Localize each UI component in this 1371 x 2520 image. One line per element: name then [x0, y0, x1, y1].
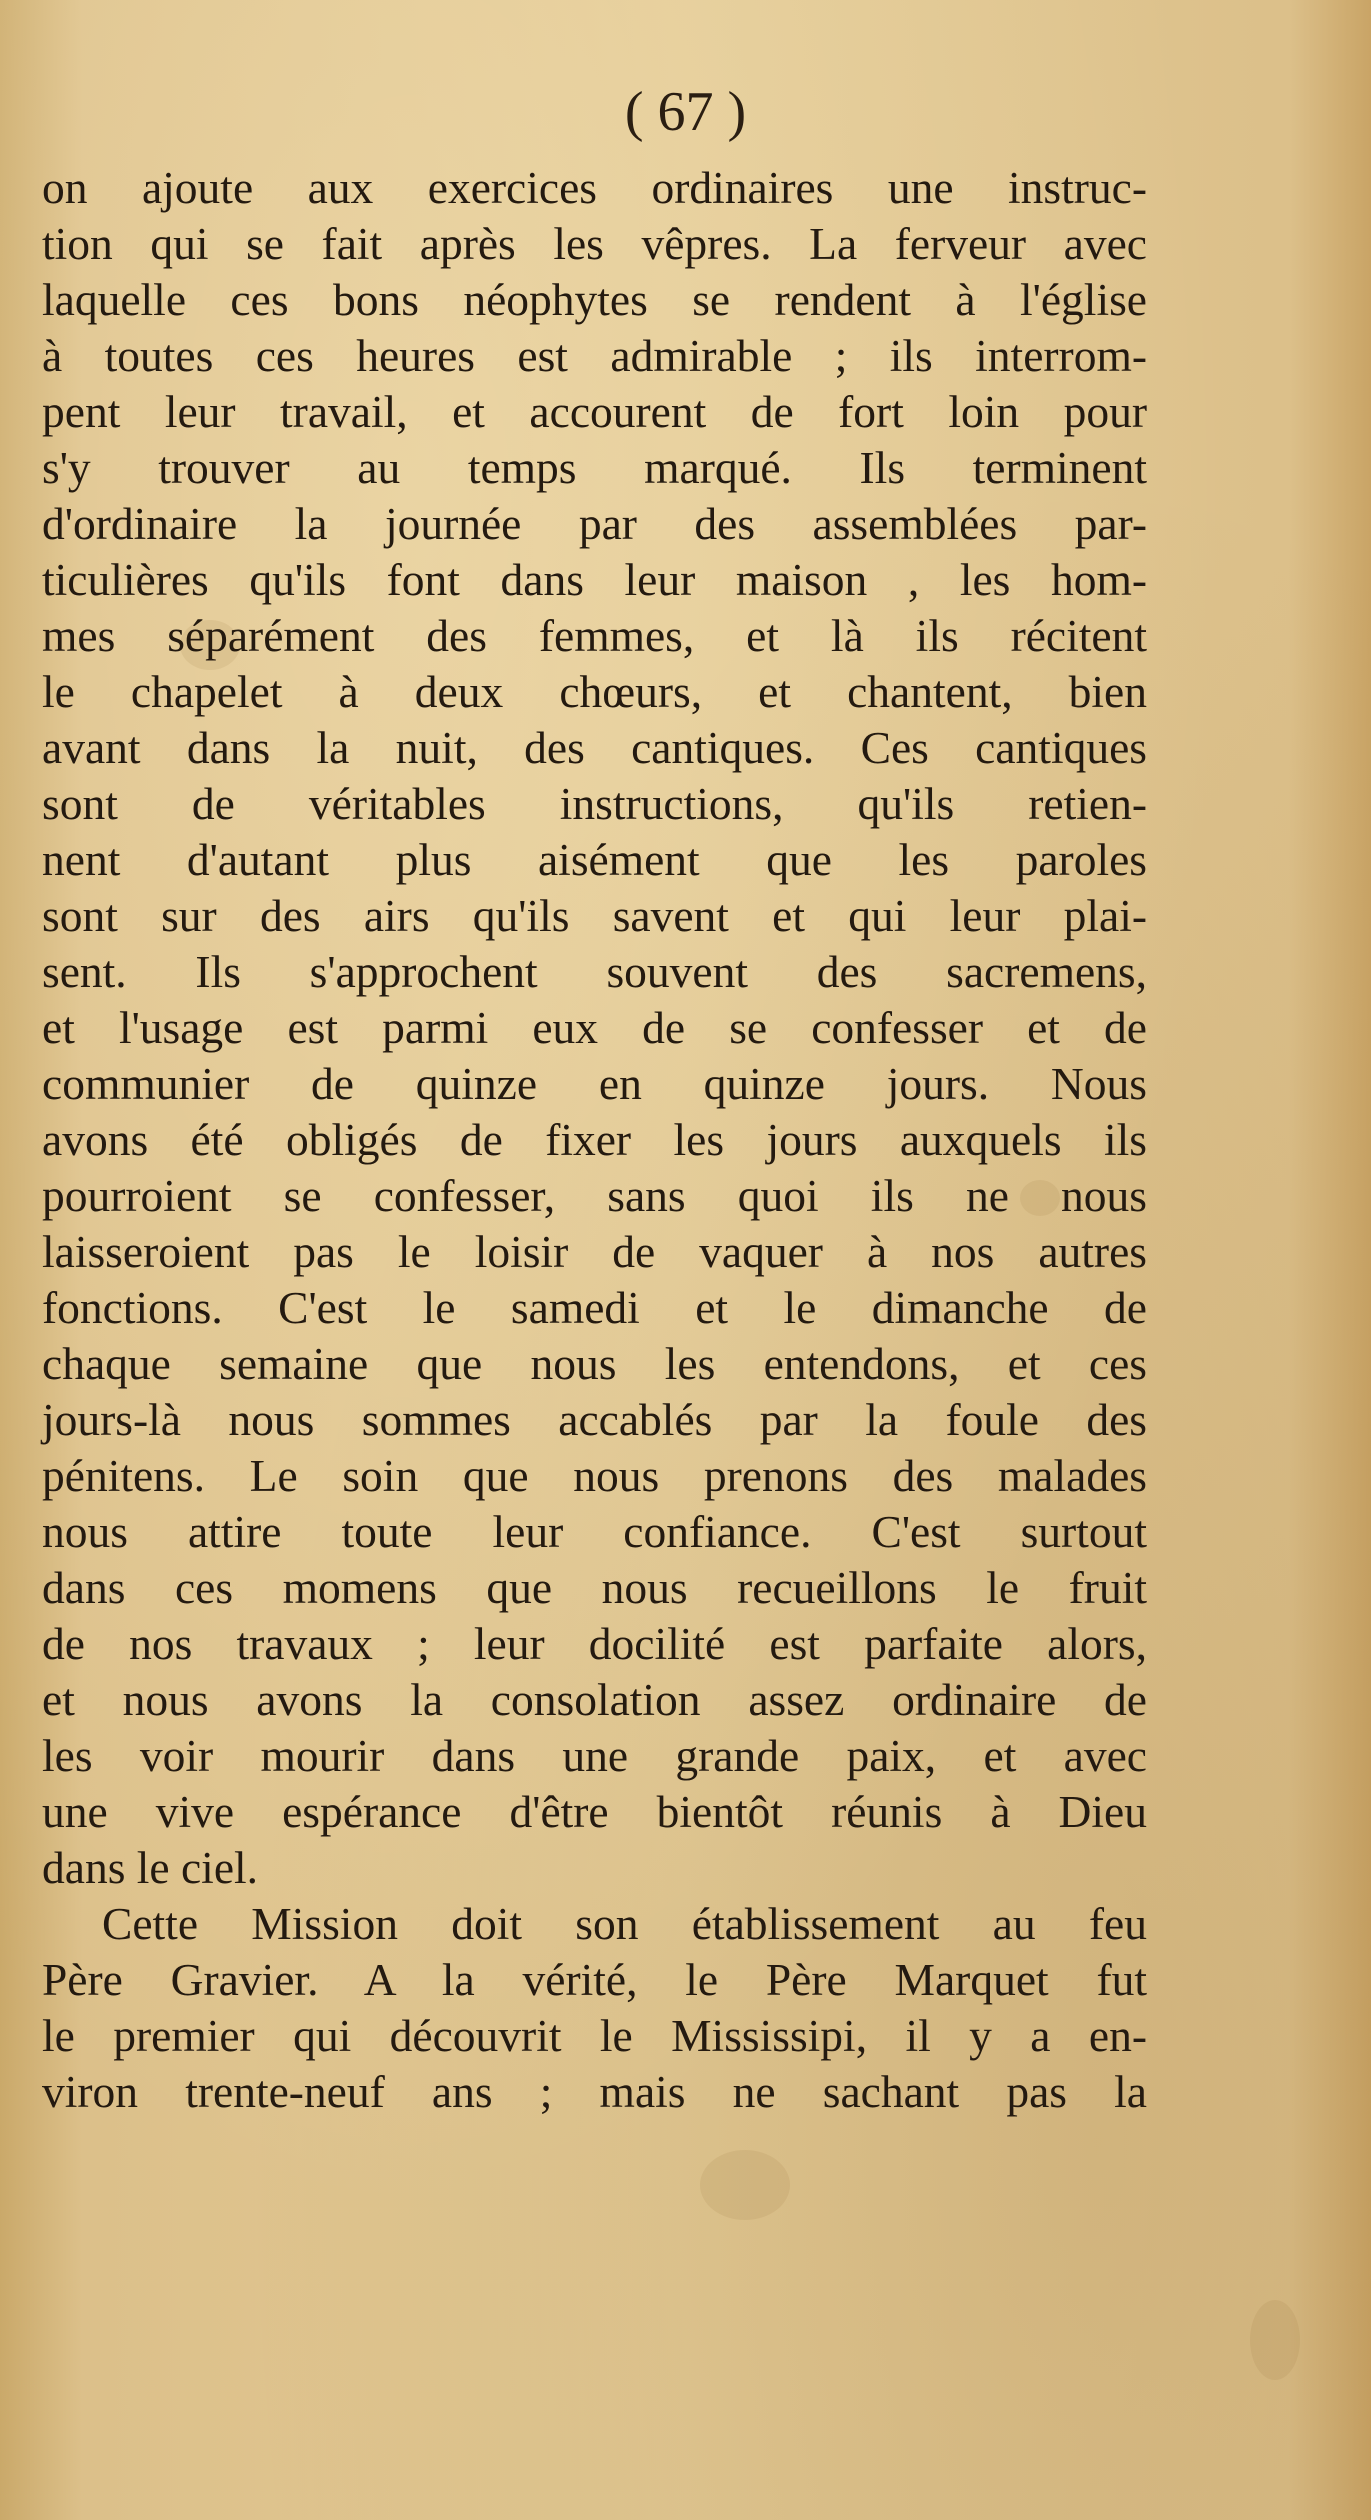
body-text	[42, 160, 1147, 2120]
text-line: et nous avons la consolation assez ordinaire de	[42, 1674, 1147, 1725]
text-line: dans ces momens que nous recueillons le fruit	[42, 1562, 1147, 1613]
text-line: pent leur travail, et accourent de fort loin pour	[42, 386, 1147, 437]
paper-stain	[700, 2150, 790, 2220]
text-line: communier de quinze en quinze jours. Nous	[42, 1058, 1147, 1109]
text-line: à toutes ces heures est admirable ; ils interrom-	[42, 330, 1147, 381]
text-line: avant dans la nuit, des cantiques. Ces cantiques	[42, 722, 1147, 773]
text-line: le premier qui découvrit le Mississipi, il y a en-	[42, 2010, 1147, 2061]
text-line: sont de véritables instructions, qu'ils retien-	[42, 778, 1147, 829]
text-line: sent. Ils s'approchent souvent des sacremens,	[42, 946, 1147, 997]
text-line: pourroient se confesser, sans quoi ils ne nous	[42, 1170, 1147, 1221]
text-line: et l'usage est parmi eux de se confesser et de	[42, 1002, 1147, 1053]
text-line: nent d'autant plus aisément que les paroles	[42, 834, 1147, 885]
text-line: les voir mourir dans une grande paix, et avec	[42, 1730, 1147, 1781]
text-line: mes séparément des femmes, et là ils récitent	[42, 610, 1147, 661]
text-line: on ajoute aux exercices ordinaires une instruc-	[42, 162, 1147, 213]
text-line: sont sur des airs qu'ils savent et qui leur plai-	[42, 890, 1147, 941]
paper-stain	[1250, 2300, 1300, 2380]
text-line: le chapelet à deux chœurs, et chantent, bien	[42, 666, 1147, 717]
text-line: tion qui se fait après les vêpres. La ferveur avec	[42, 218, 1147, 269]
text-line: fonctions. C'est le samedi et le dimanche de	[42, 1282, 1147, 1333]
text-line-paragraph-end: dans le ciel.	[42, 1842, 259, 1893]
text-line: s'y trouver au temps marqué. Ils terminent	[42, 442, 1147, 493]
text-line: viron trente-neuf ans ; mais ne sachant pas la	[42, 2066, 1147, 2117]
page-number: ( 67 )	[624, 81, 747, 143]
text-line-paragraph-start: Cette Mission doit son établissement au feu	[102, 1898, 1147, 1949]
text-line: nous attire toute leur confiance. C'est surtout	[42, 1506, 1147, 1557]
text-line: avons été obligés de fixer les jours auxquels ils	[42, 1114, 1147, 1165]
text-line: d'ordinaire la journée par des assemblées par-	[42, 498, 1147, 549]
text-line: laquelle ces bons néophytes se rendent à l'église	[42, 274, 1147, 325]
text-line: Père Gravier. A la vérité, le Père Marquet fut	[42, 1954, 1147, 2005]
text-line: de nos travaux ; leur docilité est parfaite alors,	[42, 1618, 1147, 1669]
text-line: laisseroient pas le loisir de vaquer à nos autres	[42, 1226, 1147, 1277]
text-line: chaque semaine que nous les entendons, et ces	[42, 1338, 1147, 1389]
text-line: jours-là nous sommes accablés par la foule des	[42, 1394, 1147, 1445]
text-line: pénitens. Le soin que nous prenons des malades	[42, 1450, 1147, 1501]
text-line: une vive espérance d'être bientôt réunis à Dieu	[42, 1786, 1147, 1837]
text-line: ticulières qu'ils font dans leur maison , les hom-	[42, 554, 1147, 605]
